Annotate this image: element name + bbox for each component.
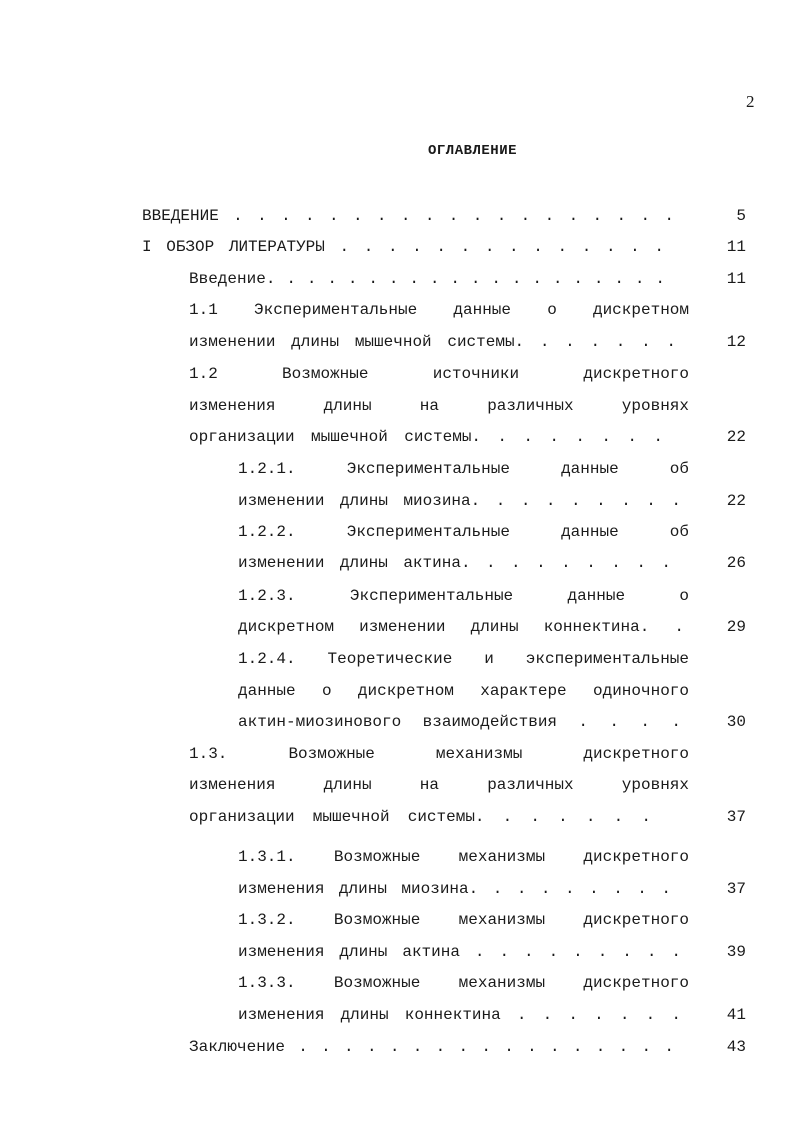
toc-entry-text: Введение. . . . . . . . . . . . . . . . . . . .: [189, 270, 665, 288]
toc-entry-text: Заключение . . . . . . . . . . . . . . . . .: [189, 1038, 674, 1056]
toc-entry-page: 43: [726, 1038, 746, 1056]
toc-entry-page: 30: [726, 713, 746, 731]
toc-entry-text: 1.3.2. Возможные механизмы дискретного: [238, 911, 689, 929]
toc-entry-text: данные о дискретном характере одиночного: [238, 682, 689, 700]
toc-entry-text: 1.2.3. Экспериментальные данные о: [238, 587, 689, 605]
toc-entry-text: актин-миозинового взаимодействия . . . .: [238, 713, 681, 731]
toc-entry-text: изменения длины на различных уровнях: [189, 776, 689, 794]
toc-entry-text: 1.1 Экспериментальные данные о дискретном: [189, 301, 689, 319]
toc-entry-page: 29: [726, 618, 746, 636]
toc-entry-text: организации мышечной системы. . . . . . .: [189, 808, 651, 826]
toc-entry-text: изменения длины на различных уровнях: [189, 397, 689, 415]
toc-entry-page: 37: [726, 880, 746, 898]
toc-entry-text: 1.3.1. Возможные механизмы дискретного: [238, 848, 689, 866]
toc-entry-text: ВВЕДЕНИЕ . . . . . . . . . . . . . . . . . . .: [142, 207, 674, 225]
toc-entry-text: I ОБЗОР ЛИТЕРАТУРЫ . . . . . . . . . . . . . .: [142, 238, 664, 256]
toc-entry-text: изменении длины мышечной системы. . . . . . .: [189, 333, 676, 351]
toc-entry-text: 1.3.3. Возможные механизмы дискретного: [238, 974, 689, 992]
toc-title: ОГЛАВЛЕНИЕ: [427, 143, 517, 159]
toc-entry-page: 26: [726, 554, 746, 572]
toc-entry-page: 11: [726, 270, 746, 288]
toc-entry-text: 1.2.1. Экспериментальные данные об: [238, 460, 689, 478]
toc-entry-text: изменения длины коннектина . . . . . . .: [238, 1006, 681, 1024]
toc-entry-text: дискретном изменении длины коннектина. .: [238, 618, 684, 636]
toc-entry-page: 5: [736, 207, 746, 225]
toc-entry-text: организации мышечной системы. . . . . . . .: [189, 428, 663, 446]
toc-entry-page: 39: [726, 943, 746, 961]
toc-entry-page: 41: [726, 1006, 746, 1024]
page-number: 2: [746, 92, 755, 111]
toc-entry-text: 1.2.4. Теоретические и экспериментальные: [238, 650, 689, 668]
toc-entry-text: 1.2.2. Экспериментальные данные об: [238, 523, 689, 541]
toc-entry-text: 1.2 Возможные источники дискретного: [189, 365, 689, 383]
toc-entry-text: изменении длины актина. . . . . . . . .: [238, 554, 671, 572]
toc-entry-text: изменения длины актина . . . . . . . . .: [238, 943, 681, 961]
toc-entry-text: 1.3. Возможные механизмы дискретного: [189, 745, 689, 763]
toc-entry-page: 22: [726, 428, 746, 446]
toc-entry-page: 22: [726, 492, 746, 510]
toc-entry-page: 37: [726, 808, 746, 826]
toc-entry-text: изменения длины миозина. . . . . . . . .: [238, 880, 671, 898]
toc-entry-page: 12: [726, 333, 746, 351]
toc-entry-page: 11: [726, 238, 746, 256]
toc-entry-text: изменении длины миозина. . . . . . . . .: [238, 492, 681, 510]
